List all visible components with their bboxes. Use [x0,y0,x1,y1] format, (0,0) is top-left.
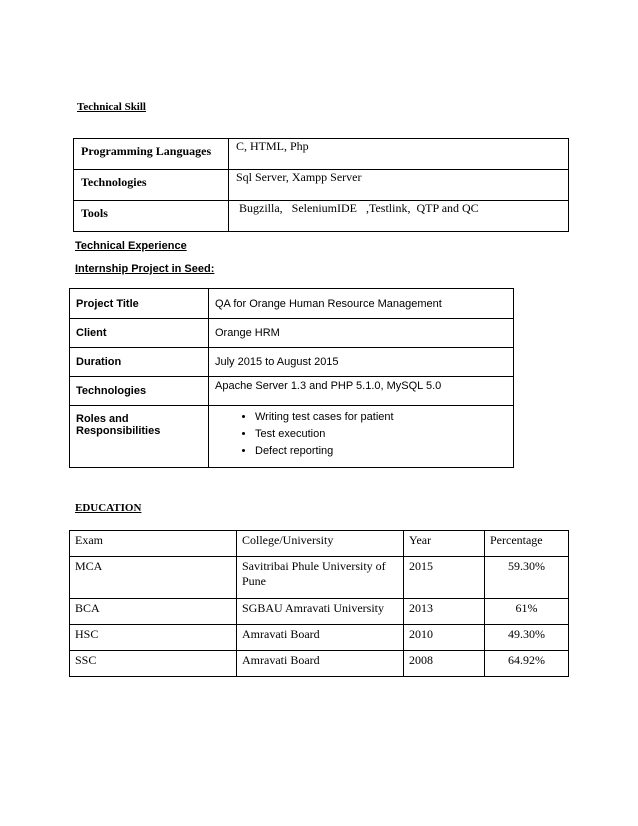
table-row [70,348,514,377]
table-row [70,406,514,468]
table-row [70,599,569,625]
internship-subheading: Internship Project in Seed: [75,263,215,275]
education-heading: EDUCATION [75,502,142,514]
table-row [74,139,569,170]
edu-cell: HSC [70,625,237,651]
table-row [74,170,569,201]
edu-cell: 59.30% [485,557,569,599]
project-value: July 2015 to August 2015 [209,348,514,377]
table-row [74,201,569,232]
technical-skill-heading: Technical Skill [77,101,146,113]
edu-cell: 2013 [404,599,485,625]
edu-cell: SSC [70,651,237,677]
edu-cell: 64.92% [485,651,569,677]
technical-skill-table [73,138,569,232]
edu-cell: Amravati Board [237,625,404,651]
project-label: Project Title [70,289,209,319]
column-header-year: Year [404,531,485,557]
project-label: Duration [70,348,209,377]
table-row [70,377,514,406]
table-row [70,531,569,557]
edu-cell: 2008 [404,651,485,677]
table-row [70,289,514,319]
list-item: • Test execution [255,426,513,443]
table-row [70,319,514,348]
project-label: Client [70,319,209,348]
table-row [70,651,569,677]
roles-label: Roles and Responsibilities [70,406,209,468]
skill-value: Bugzilla, SeleniumIDE ,Testlink, QTP and QC [229,201,569,232]
column-header-exam: Exam [70,531,237,557]
skill-value: C, HTML, Php [229,139,569,170]
edu-cell: MCA [70,557,237,599]
table-row [70,625,569,651]
roles-list [215,409,513,460]
edu-cell: 49.30% [485,625,569,651]
project-table [69,288,514,468]
education-table [69,530,569,677]
skill-label: Technologies [74,170,229,201]
edu-cell: Amravati Board [237,651,404,677]
project-label: Technologies [70,377,209,406]
edu-cell: SGBAU Amravati University [237,599,404,625]
project-value: QA for Orange Human Resource Management [209,289,514,319]
technical-experience-heading: Technical Experience [75,240,187,252]
project-value: Orange HRM [209,319,514,348]
list-item: • Defect reporting [255,443,513,460]
edu-cell: 2015 [404,557,485,599]
project-value: Apache Server 1.3 and PHP 5.1.0, MySQL 5.0 [209,377,514,406]
roles-cell [209,406,514,468]
edu-cell: 61% [485,599,569,625]
skill-label: Programming Languages [74,139,229,170]
list-item: • Writing test cases for patient [255,409,513,426]
table-row [70,557,569,599]
edu-cell: 2010 [404,625,485,651]
column-header-percentage: Percentage [485,531,569,557]
skill-label: Tools [74,201,229,232]
column-header-college: College/University [237,531,404,557]
edu-cell: Savitribai Phule University of Pune [237,557,404,599]
skill-value: Sql Server, Xampp Server [229,170,569,201]
edu-cell: BCA [70,599,237,625]
